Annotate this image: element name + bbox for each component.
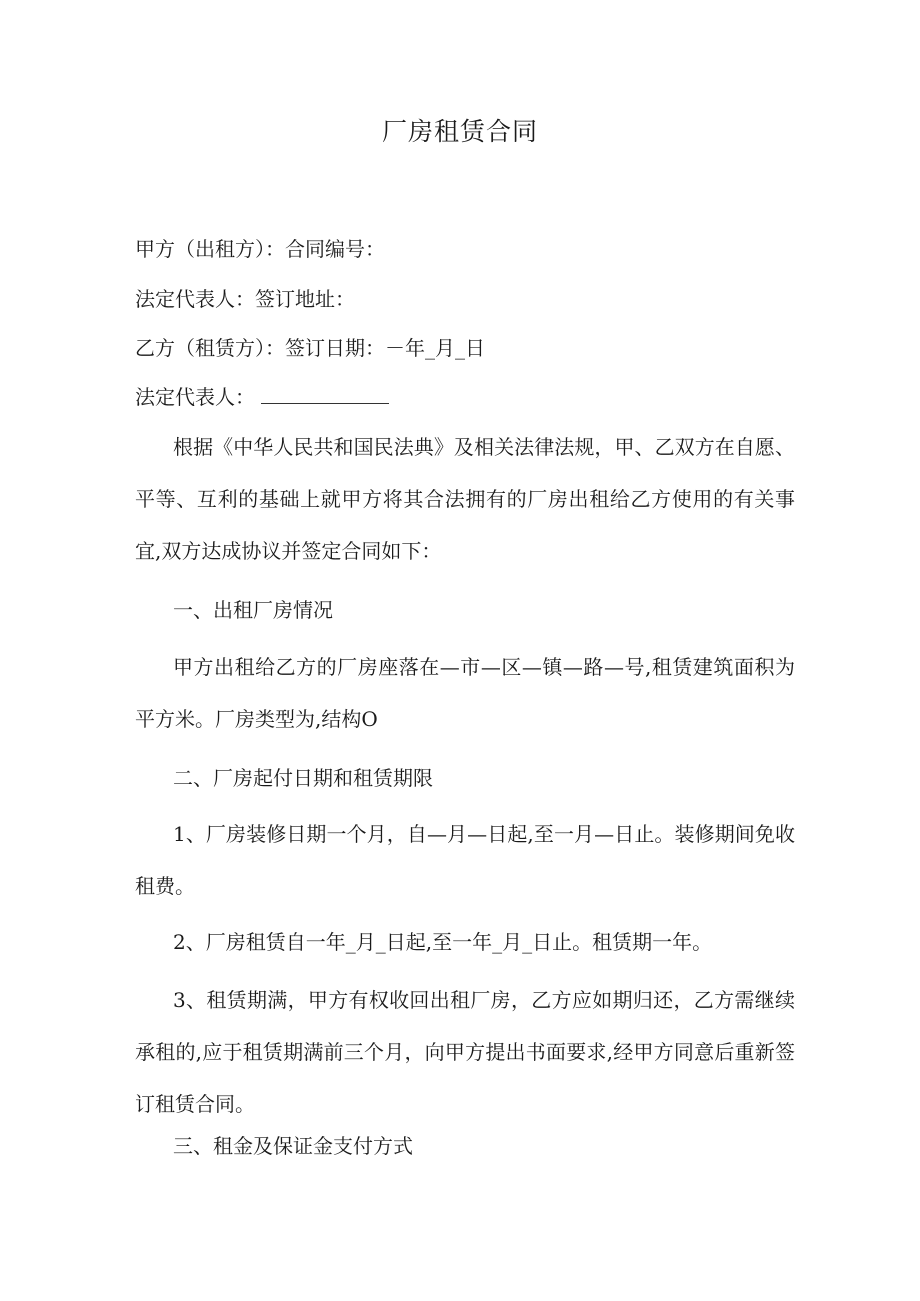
signature-blank <box>261 389 389 404</box>
section1-heading: 一、出租厂房情况 <box>173 598 333 622</box>
intro-paragraph: 根据《中华人民共和国民法典》及相关法律法规，甲、乙双方在自愿、平等、互利的基础上就甲方将其合法拥有的厂房出租给乙方使用的有关事宜,双方达成协议并签定合同如下： <box>135 435 795 563</box>
legal-rep-a-line: 法定代表人：签订地址： <box>135 287 355 311</box>
section2-heading: 二、厂房起付日期和租赁期限 <box>173 766 433 790</box>
party-a-line: 甲方（出租方）：合同编号： <box>135 237 385 261</box>
legal-rep-b-label: 法定代表人： <box>135 385 255 409</box>
section2-item2: 2、厂房租赁自一年_月_日起,至一年_月_日止。租赁期一年。 <box>173 930 713 954</box>
section2-item3: 3、租赁期满，甲方有权收回出租厂房，乙方应如期归还，乙方需继续承租的,应于租赁期满前三个月，向甲方提出书面要求,经甲方同意后重新签订租赁合同。 <box>135 988 795 1116</box>
section2-item1: 1、厂房装修日期一个月，自—月—日起,至一月—日止。装修期间免收租费。 <box>135 822 795 898</box>
party-b-line: 乙方（租赁方）：签订日期：－年_月_日 <box>135 336 485 360</box>
document-title: 厂房租赁合同 <box>381 117 538 146</box>
section1-body: 甲方出租给乙方的厂房座落在—市—区—镇—路—号,租赁建筑面积为平方米。厂房类型为,结构O <box>135 655 795 731</box>
legal-rep-b-line <box>135 381 389 410</box>
section3-heading: 三、租金及保证金支付方式 <box>173 1134 413 1158</box>
